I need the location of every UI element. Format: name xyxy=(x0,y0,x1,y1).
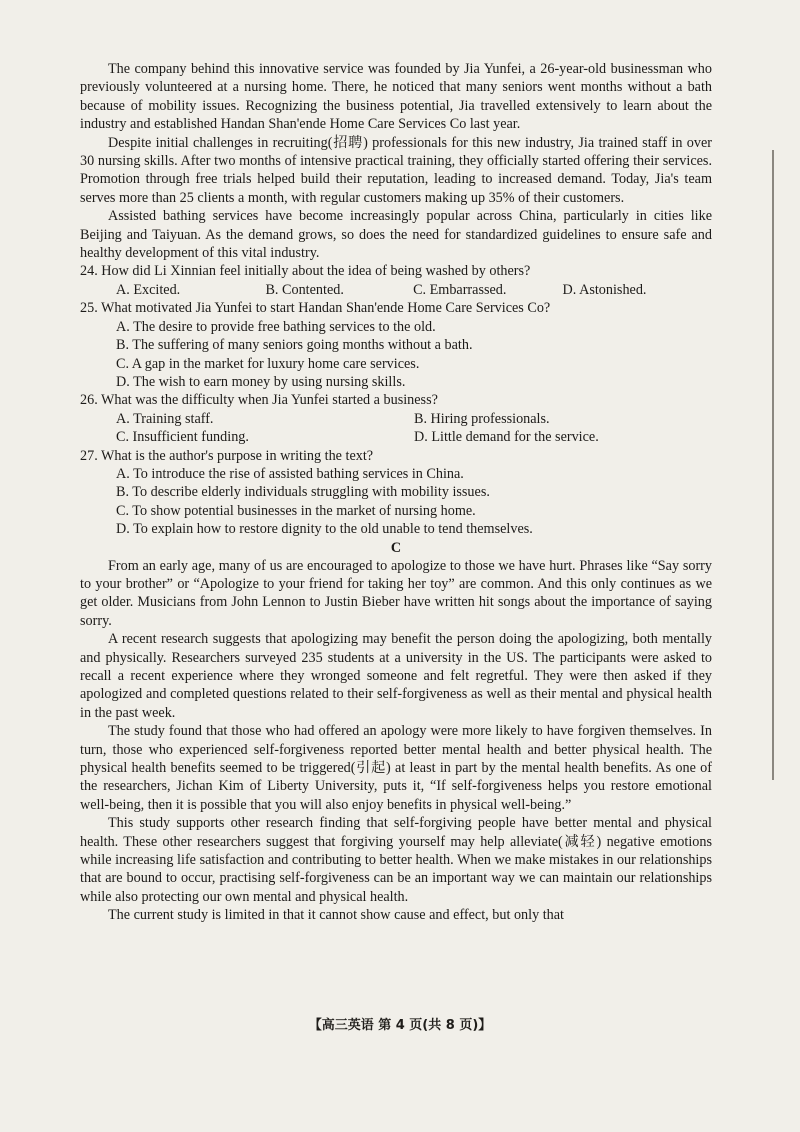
option-d: D. Little demand for the service. xyxy=(414,429,599,446)
question-options-row-2 xyxy=(80,428,712,446)
page-fold-line xyxy=(772,150,774,780)
option-b: B. Contented. xyxy=(265,281,344,298)
question-stem: 26. What was the difficulty when Jia Yunfei started a business? xyxy=(80,392,438,409)
passage-c-paragraph-5: The current study is limited in that it cannot show cause and effect, but only that xyxy=(108,907,564,924)
option-a: A. The desire to provide free bathing services to the old. xyxy=(116,318,436,335)
question-25 xyxy=(80,299,712,391)
option-c: C. To show potential businesses in the market of nursing home. xyxy=(116,502,476,519)
passage-b-paragraph-2: Despite initial challenges in recruiting(招聘) professionals for this new industry, Jia trained staff in over 30 nursing skills. After two months of intensive practical training, they officially started offering their services. Promotion through free trials helped build their reputation, leading to increased demand. Today, Jia's team serves more than 25 clients a month, with regular customers making up 35% of their customers. xyxy=(80,134,712,206)
option-b: B. To describe elderly individuals struggling with mobility issues. xyxy=(116,484,490,501)
question-24 xyxy=(80,262,712,299)
option-a: A. Training staff. xyxy=(116,410,214,427)
passage-b-paragraph-1: The company behind this innovative service was founded by Jia Yunfei, a 26-year-old businessman who previously volunteered at a nursing home. There, he noticed that many seniors went months without a bath because of mobility issues. Recognizing the business potential, Jia travelled extensively to learn about the industry and established Handan Shan'ende Home Care Services Co last year. xyxy=(80,61,712,133)
option-b: B. Hiring professionals. xyxy=(414,410,550,427)
question-options-row-1 xyxy=(80,410,712,428)
question-options xyxy=(80,281,712,299)
question-stem: 27. What is the author's purpose in writing the text? xyxy=(80,447,374,464)
option-d: D. Astonished. xyxy=(562,281,647,298)
question-26 xyxy=(80,391,712,446)
passage-c-paragraph-2: A recent research suggests that apologizing may benefit the person doing the apologizing, both mentally and physically. Researchers surveyed 235 students at a university in the US. The participants were asked to recall a recent experience where they wronged someone and felt regretful. They were then asked if they apologized and completed questions related to their self-forgiveness as well as their mental and physical health in the past week. xyxy=(80,631,712,721)
option-c: C. A gap in the market for luxury home care services. xyxy=(116,355,420,372)
option-c: C. Embarrassed. xyxy=(413,281,507,298)
option-d: D. The wish to earn money by using nursing skills. xyxy=(116,373,406,390)
passage-c-paragraph-3: The study found that those who had offered an apology were more likely to have forgiven themselves. In turn, those who experienced self-forgiveness reported better mental health and better physical health. The physical health benefits seemed to be triggered(引起) at least in part by the mental health benefits. As one of the researchers, Jichan Kim of Liberty University, puts it, “If self-forgiveness helps you restore emotional well-being, then it is possible that you will also enjoy benefits in physical well-being.” xyxy=(80,723,712,813)
passage-b-paragraph-3: Assisted bathing services have become increasingly popular across China, particularly in cities like Beijing and Taiyuan. As the demand grows, so does the need for standardized guidelines to ensure safe and healthy development of this vital industry. xyxy=(80,208,712,262)
section-heading-c: C xyxy=(390,539,402,556)
passage-c-paragraph-1: From an early age, many of us are encouraged to apologize to those we have hurt. Phrases like “Say sorry to your brother” or “Apologize to your friend for taking her toy” are common. And this only continues as we get older. Musicians from John Lennon to Justin Bieber have written hit songs about the importance of saying sorry. xyxy=(80,557,712,629)
passage-b xyxy=(80,60,712,262)
passage-c xyxy=(80,557,712,925)
option-d: D. To explain how to restore dignity to the old unable to tend themselves. xyxy=(116,521,533,538)
question-stem: 24. How did Li Xinnian feel initially about the idea of being washed by others? xyxy=(80,263,531,280)
question-27 xyxy=(80,447,712,539)
option-a: A. Excited. xyxy=(116,281,181,298)
page-footer: 【高三英语 第 4 页(共 8 页)】 xyxy=(308,1018,492,1033)
option-a: A. To introduce the rise of assisted bathing services in China. xyxy=(116,465,464,482)
option-c: C. Insufficient funding. xyxy=(116,429,249,446)
page-content xyxy=(80,60,712,925)
option-b: B. The suffering of many seniors going months without a bath. xyxy=(116,337,473,354)
passage-c-paragraph-4: This study supports other research finding that self-forgiving people have better mental and physical health. These other researchers suggest that forgiving yourself may help alleviate(减轻) negative emotions while increasing life satisfaction and contributing to better health. When we make mistakes in our relationships that are bound to occur, practising self-forgiveness can be an important way we can maintain our relationships while also protecting our own mental and physical health. xyxy=(80,815,712,905)
question-stem: 25. What motivated Jia Yunfei to start Handan Shan'ende Home Care Services Co? xyxy=(80,300,551,317)
